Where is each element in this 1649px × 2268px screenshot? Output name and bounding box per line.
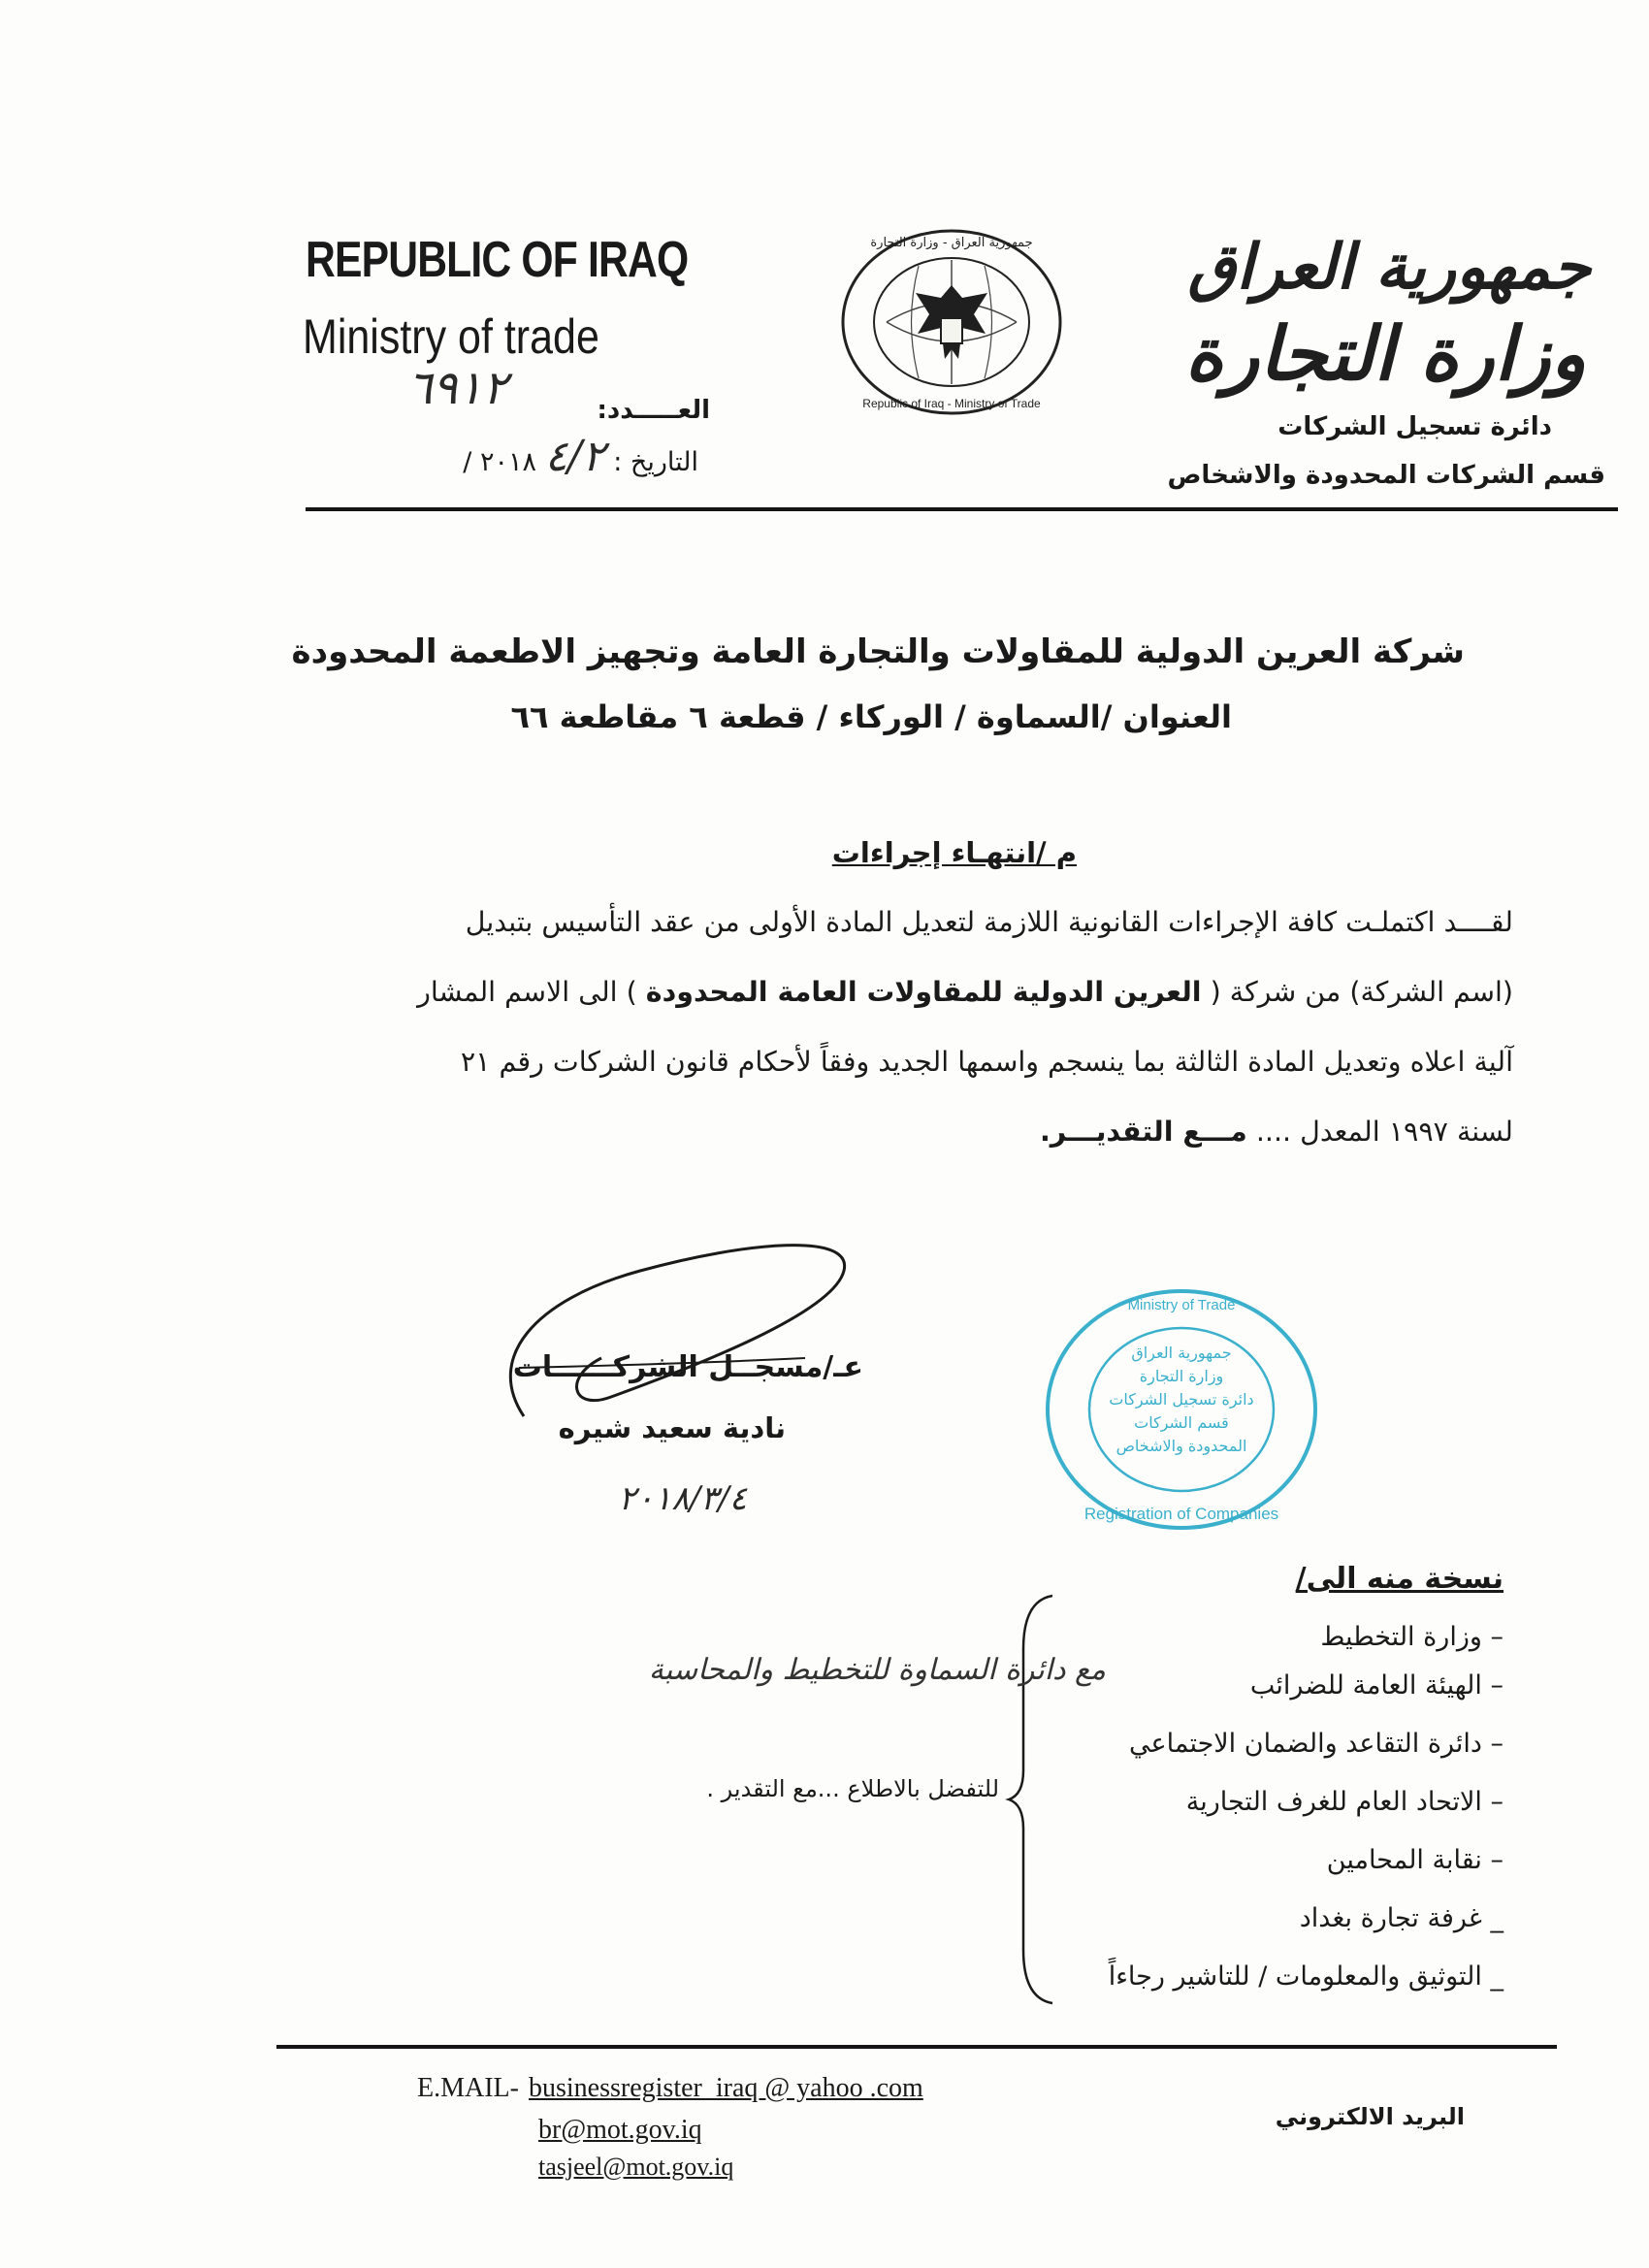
- stamp-en-bottom: Registration of Companies: [1083, 1505, 1279, 1523]
- company-address: العنوان /السماوة / الوركاء / قطعة ٦ مقاطعة ٦٦: [510, 698, 1232, 735]
- closing-regards: مـــع التقديـــر.: [1039, 1116, 1247, 1148]
- header-divider: [306, 507, 1618, 511]
- reference-number: ٦٩١٢: [407, 361, 508, 415]
- number-label: العـــــدد:: [597, 396, 710, 425]
- header-department: دائرة تسجيل الشركات: [1277, 412, 1552, 441]
- copy-recipient: – الاتحاد العام للغرف التجارية: [1185, 1787, 1504, 1817]
- header-republic-en: REPUBLIC OF IRAQ: [306, 232, 689, 288]
- header-republic-ar: جمهورية العراق: [1187, 231, 1591, 304]
- seal-arabic-text: جمهورية العراق - وزارة التجارة: [870, 236, 1033, 250]
- signatory-name: نادية سعيد شيره: [558, 1411, 786, 1444]
- header-section: قسم الشركات المحدودة والاشخاص: [1167, 461, 1605, 490]
- copy-recipient: – دائرة التقاعد والضمان الاجتماعي: [1129, 1729, 1504, 1759]
- email-link-1[interactable]: businessregister_iraq @ yahoo .com: [529, 2073, 923, 2103]
- header-ministry-en: Ministry of trade: [303, 309, 599, 364]
- date-year: ٢٠١٨ /: [463, 447, 536, 477]
- stamp-line-3: دائرة تسجيل الشركات: [1109, 1390, 1254, 1409]
- body-line-2-post: ) الى الاسم المشار: [417, 976, 646, 1008]
- copies-note: للتفضل بالاطلاع ...مع التقدير .: [706, 1775, 999, 1802]
- email-label: E.MAIL-: [417, 2073, 519, 2103]
- email-label-arabic: البريد الالكتروني: [1275, 2103, 1465, 2130]
- stamp-line-5: المحدودة والاشخاص: [1116, 1437, 1247, 1455]
- handwritten-annotation: مع دائرة السماوة للتخطيط والمحاسبة: [648, 1653, 1106, 1687]
- email-link-2[interactable]: br@mot.gov.iq: [538, 2115, 702, 2145]
- body-line-4: [369, 1097, 1513, 1167]
- copy-recipient: – نقابة المحامين: [1326, 1845, 1504, 1875]
- letter-subject: م /انتهـاء إجراءات: [831, 836, 1077, 869]
- date-handwritten: ٤/٢: [544, 432, 605, 481]
- body-line-2: [369, 957, 1513, 1027]
- company-name: شركة العرين الدولية للمقاولات والتجارة العامة وتجهيز الاطعمة المحدودة: [291, 632, 1465, 671]
- body-line-2-pre: (اسم الشركة) من شركة (: [1201, 976, 1513, 1008]
- stamp-en-top: Ministry of Trade: [1127, 1297, 1236, 1313]
- copies-heading: نسخة منه الى/: [1295, 1562, 1504, 1596]
- footer-divider: [276, 2045, 1557, 2049]
- ministry-seal-emblem: [836, 225, 1067, 419]
- copy-recipient: _ التوثيق والمعلومات / للتاشير رجاءاً: [1108, 1961, 1504, 1992]
- seal-english-text: Republic of Iraq - Ministry of Trade: [862, 397, 1041, 410]
- body-line-3: آلية اعلاه وتعديل المادة الثالثة بما ينسجم واسمها الجديد وفقاً لأحكام قانون الشركات رقم ٢١: [460, 1046, 1513, 1078]
- old-company-name: العرين الدولية للمقاولات العامة المحدودة: [645, 976, 1202, 1008]
- header-ministry-ar: وزارة التجارة: [1184, 310, 1586, 397]
- stamp-line-1: جمهورية العراق: [1131, 1344, 1232, 1362]
- date-line: [407, 432, 698, 481]
- copy-recipient: – وزارة التخطيط: [1320, 1622, 1504, 1652]
- stamp-line-2: وزارة التجارة: [1139, 1367, 1224, 1385]
- letter-body: [369, 888, 1513, 1167]
- date-label: التاريخ :: [613, 447, 698, 477]
- copy-recipient: _ غرفة تجارة بغداد: [1299, 1903, 1504, 1933]
- handwritten-signature: [466, 1213, 873, 1436]
- email-link-3[interactable]: tasjeel@mot.gov.iq: [538, 2153, 734, 2181]
- body-line-4-pre: لسنة ١٩٩٧ المعدل ....: [1246, 1116, 1513, 1148]
- official-stamp: [1036, 1279, 1327, 1540]
- stamp-line-4: قسم الشركات: [1134, 1413, 1229, 1432]
- signature-date: ٢٠١٨/٣/٤: [618, 1479, 747, 1518]
- signatory-title: عـ/مسجــل الشركــــــات: [512, 1350, 863, 1384]
- body-line-1: لقــــد اكتملـت كافة الإجراءات القانونية اللازمة لتعديل المادة الأولى من عقد التأسيس بتبديل: [465, 906, 1513, 938]
- copy-recipient: – الهيئة العامة للضرائب: [1249, 1670, 1504, 1701]
